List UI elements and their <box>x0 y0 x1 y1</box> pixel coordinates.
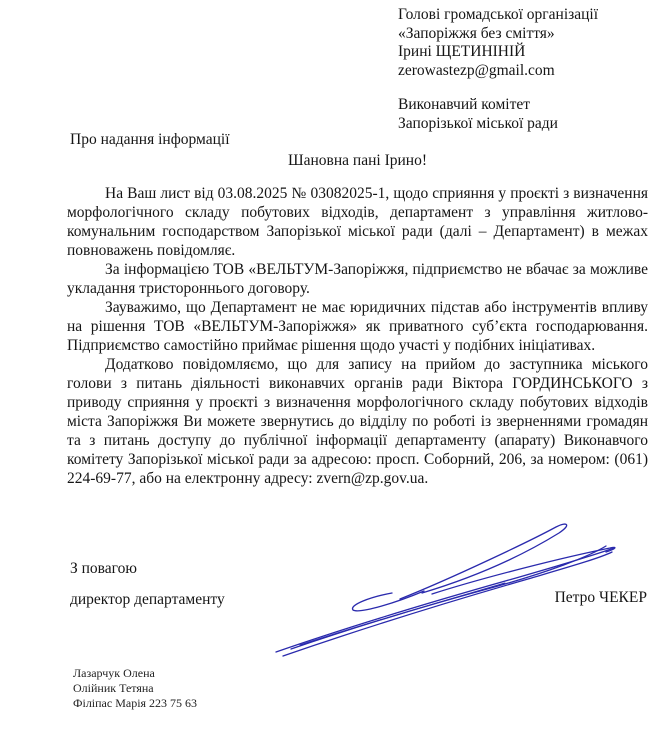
committee-line-1: Виконавчий комітет <box>398 96 531 114</box>
signature-stroke <box>353 591 424 611</box>
recipient-block <box>398 6 650 134</box>
closing-regards: З повагою <box>70 560 137 577</box>
paragraph-1: На Ваш лист від 03.08.2025 № 03082025-1, щодо сприяння у проєкті з визначення морфологічного складу побутових відходів, департамент з управління житлово-комунальним господарством Запорізької міської ради (далі – Департамент) в межах повноважень повідомляє. <box>67 185 648 259</box>
signature-stroke <box>300 583 505 645</box>
committee-block <box>398 96 650 133</box>
signer-position: директор департаменту <box>70 591 225 608</box>
committee-line-2: Запорізької міської ради <box>398 114 558 132</box>
footer-line-3: Філіпас Марія 223 75 63 <box>73 696 198 710</box>
signature-ink <box>258 508 650 664</box>
signer-name: Петро ЧЕКЕР <box>554 589 647 606</box>
letter-body <box>67 184 648 488</box>
footer-line-2: Олійник Тетяна <box>73 681 154 695</box>
footer-contacts <box>73 666 197 711</box>
recipient-line-org-name: «Запоріжжя без сміття» <box>398 24 555 42</box>
paragraph-4: Додатково повідомляємо, що для запису на прийом до заступника міського голови з питань діяльності виконавчих органів ради Віктора ГОРДИНСЬКОГО з приводу сприяння у проєкті з визначення морфологічного складу побутових відходів міста Запоріжжя Ви можете звернутись до відділу по роботі із зверненнями громадян та з питань доступу до публічної інформації департаменту (апарату) Виконавчого комітету Запорізької міської ради за адресою: просп. Соборний, 206, за номером: (061) 224-69-77, або на електронну адресу: zvern@zp.gov.ua. <box>67 356 648 487</box>
salutation: Шановна пані Ірино! <box>288 152 427 169</box>
recipient-line-email: zerowastezp@gmail.com <box>398 61 555 79</box>
subject-line: Про надання інформації <box>70 131 230 148</box>
signature-stroke <box>400 524 567 599</box>
signature-stroke <box>432 547 615 594</box>
footer-line-1: Лазарчук Олена <box>73 666 155 680</box>
paragraph-2: За інформацією ТОВ «ВЕЛЬТУМ-Запоріжжя, підприємство не вбачає за можливе укладання тристороннього договору. <box>67 261 648 297</box>
recipient-line-org-head: Голові громадської організації <box>398 6 599 23</box>
paragraph-3: Зауважимо, що Департамент не має юридичних підстав або інструментів впливу на рішення ТОВ «ВЕЛЬТУМ-Запоріжжя» як приватного суб’єкта господарювання. Підприємство самостійно приймає рішення щодо участі у подібних ініціативах. <box>67 299 648 354</box>
recipient-line-person: Ірині ЩЕТИНІНІЙ <box>398 43 526 61</box>
